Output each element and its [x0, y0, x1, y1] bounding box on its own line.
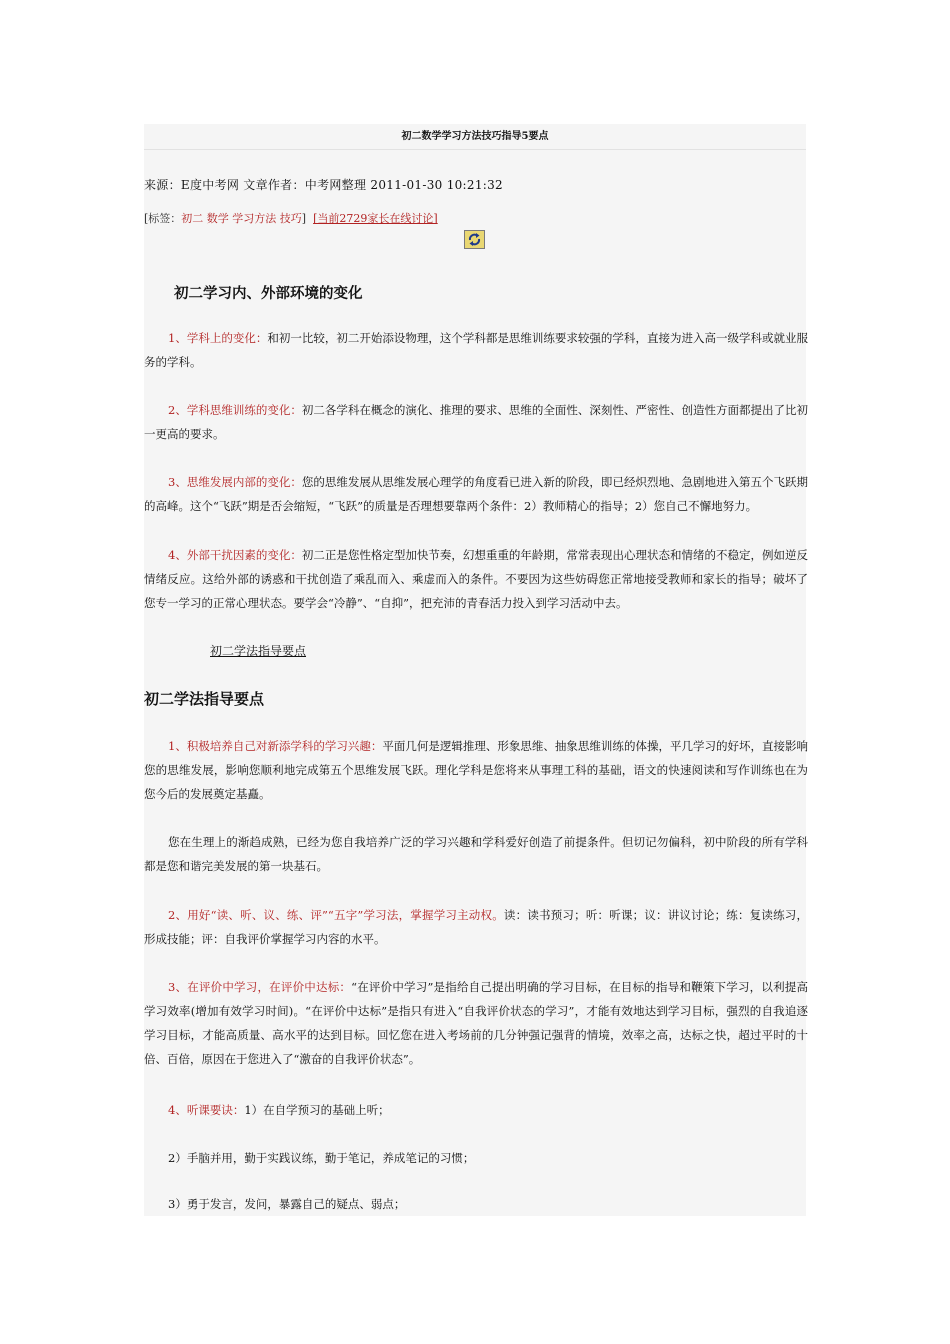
method-item-1b: 您在生理上的渐趋成熟，已经为您自我培养广泛的学习兴趣和学科爱好创造了前提条件。但切记勿偏科，初中阶段的所有学科都是您和谐完美发展的第一块基石。 — [144, 835, 808, 873]
env-item-2-text: 初二各学科在概念的演化、推理的要求、思维的全面性、深刻性、严密性、创造性方面都提出了比初一更高的要求。 — [144, 403, 808, 441]
section-heading-env: 初二学习内、外部环境的变化 — [174, 286, 363, 302]
tags-list[interactable]: 初二 数学 学习方法 技巧 — [181, 212, 302, 225]
method-item-3-lead: 3、在评价中学习，在评价中达标： — [168, 980, 352, 994]
method-item-1-text: 平面几何是逻辑推理、形象思维、抽象思维训练的体操，平几学习的好坏，直接影响您的思维发展，影响您顺利地完成第五个思维发展飞跃。理化学科是您将来从事理工科的基础，语文的快速阅读和写作训练也在为您今后的发展奠定基矗。 — [144, 739, 808, 801]
env-item-1 — [144, 326, 808, 374]
env-item-3-text: 您的思维发展从思维发展心理学的角度看已进入新的阶段，即已经炽烈地、急剧地进入第五个飞跃期的高峰。这个“飞跃”期是否会缩短，“飞跃”的质量是否理想要靠两个条件：2）教师精心的指导；2）您自己不懈地努力。 — [144, 475, 808, 513]
section-heading-method: 初二学法指导要点 — [144, 690, 265, 708]
env-item-1-lead: 1、学科上的变化： — [168, 331, 268, 345]
method-item-3 — [144, 975, 808, 1071]
refresh-icon[interactable] — [464, 230, 485, 249]
env-item-4 — [144, 543, 808, 615]
tags-suffix: ] — [301, 212, 307, 225]
method-item-2 — [144, 903, 808, 951]
env-item-4-text: 初二正是您性格定型加快节奏，幻想重重的年龄期，常常表现出心理状态和情绪的不稳定，例如逆反情绪反应。这给外部的诱惑和干扰创造了乘乱而入、乘虚而入的条件。不要因为这些妨碍您正常地接受教师和家长的指导；破坏了您专一学习的正常心理状态。要学会“冷静”、“自抑”，把充沛的青春活力投入到学习活动中去。 — [144, 548, 808, 610]
article-tags — [144, 210, 438, 226]
sub-heading-link[interactable]: 初二学法指导要点 — [210, 644, 307, 658]
method-item-4-lead: 4、听课要诀： — [168, 1103, 245, 1117]
method-item-2-text: 读：读书预习；听：听课；议：讲议讨论；练：复读练习，形成技能；评：自我评价掌握学习内容的水平。 — [144, 908, 808, 946]
env-item-2 — [144, 398, 808, 446]
method-item-4 — [144, 1098, 808, 1122]
method-item-1-lead: 1、积极培养自己对新添学科的学习兴趣： — [168, 739, 383, 753]
method-item-4-line-2: 2）手脑并用，勤于实践议练，勤于笔记，养成笔记的习惯； — [168, 1151, 475, 1165]
article-title: 初二数学学习方法技巧指导5要点 — [144, 124, 806, 150]
env-item-3 — [144, 470, 808, 518]
article-meta: 来源：E度中考网 文章作者：中考网整理 2011-01-30 10:21:32 — [144, 178, 503, 192]
env-item-3-lead: 3、思维发展内部的变化： — [168, 475, 302, 489]
discuss-link[interactable]: [当前2729家长在线讨论] — [313, 212, 438, 225]
method-item-2-lead: 2、用好“读、听、议、练、评”“五字”学习法，掌握学习主动权。 — [168, 908, 504, 922]
env-item-2-lead: 2、学科思维训练的变化： — [168, 403, 302, 417]
method-item-4-line-3: 3）勇于发言，发问，暴露自己的疑点、弱点； — [168, 1197, 406, 1211]
tags-prefix: [标签： — [144, 212, 182, 225]
method-item-1 — [144, 734, 808, 806]
method-item-3-text: “在评价中学习”是指给自己提出明确的学习目标，在目标的指导和鞭策下学习，以利提高学习效率(增加有效学习时间)。“在评价中达标”是指只有进入“自我评价状态的学习”，才能有效地达到学习目标，强烈的自我追逐学习目标，才能高质量、高水平的达到目标。回忆您在进入考场前的几分钟强记强背的情境，效率之高，达标之快，超过平时的十倍、百倍，原因在于您进入了“激奋的自我评价状态”。 — [144, 980, 808, 1066]
env-item-4-lead: 4、外部干扰因素的变化： — [168, 548, 302, 562]
method-item-4-text: 1）在自学预习的基础上听； — [244, 1103, 390, 1117]
env-item-1-text: 和初一比较，初二开始添设物理，这个学科都是思维训练要求较强的学科，直接为进入高一级学科或就业服务的学科。 — [144, 331, 808, 369]
